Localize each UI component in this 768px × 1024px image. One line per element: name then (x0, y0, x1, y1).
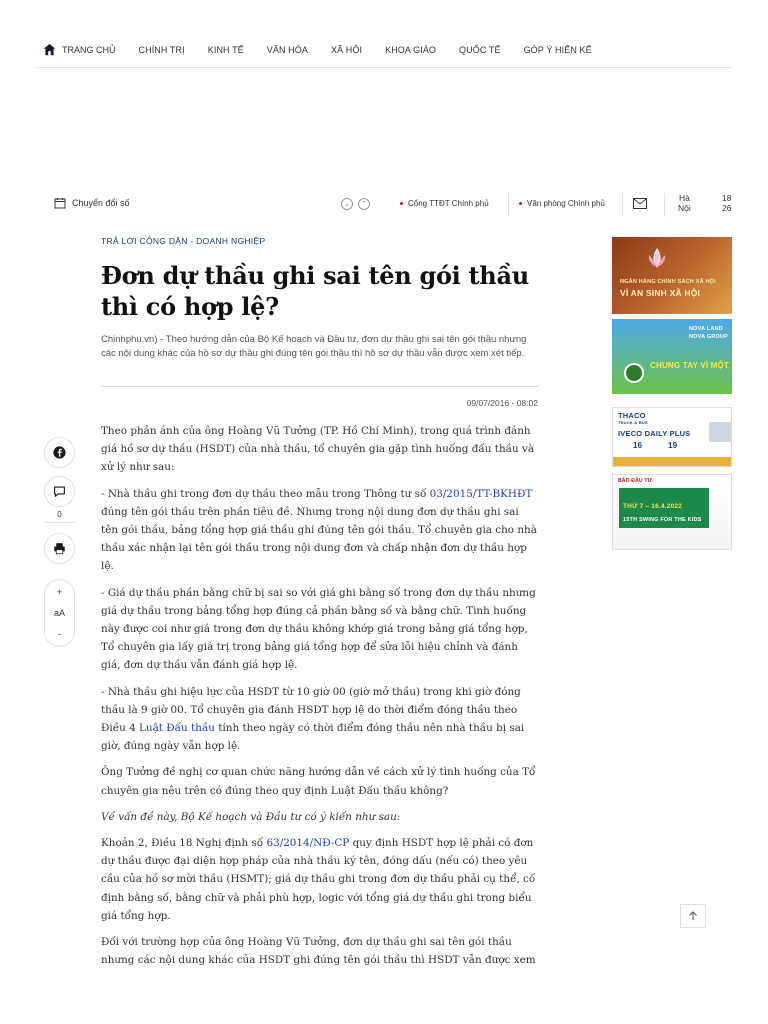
article-paragraph (101, 683, 538, 756)
divider (622, 193, 623, 217)
article-paragraph (101, 808, 538, 826)
social-share-bar (44, 437, 75, 647)
mail-icon[interactable] (633, 198, 647, 209)
ad-text: THACO (618, 411, 646, 420)
weather-location (678, 193, 691, 213)
portal-link-government[interactable] (400, 199, 489, 208)
print-icon (53, 542, 66, 555)
font-decrease-button[interactable]: - (58, 629, 61, 639)
facebook-icon (53, 446, 66, 459)
ad-text: CHUNG TAY VÌ MỘT (650, 361, 730, 370)
article-paragraph: Ông Tưởng đề nghị cơ quan chức năng hướng dẫn về cách xử lý tình huống của Tổ chuyên gia nêu trên có đúng theo quy định Luật Đấu thầu không? (101, 766, 536, 797)
date-line1: 18 (722, 193, 732, 203)
divider (44, 522, 75, 523)
ad-text: THỨ 7 – 16.4.2022 (623, 503, 683, 510)
nav-item-gop-y-hien-ke[interactable]: GÓP Ý HIẾN KẾ (523, 45, 592, 55)
ad-text: 19 (668, 441, 678, 450)
portal-link-label: Cổng TTĐT Chính phủ (408, 199, 489, 208)
paragraph-italic: Về vấn đề này, Bộ Kế hoạch và Đầu tư có ý kiến như sau: (101, 810, 401, 823)
font-size-label: aA (53, 608, 65, 618)
nav-home[interactable] (43, 43, 116, 56)
comment-count: 0 (57, 510, 62, 519)
ad-text: IVECO DAILY PLUS (618, 429, 691, 438)
chevron-up-icon[interactable]: ⌃ (358, 198, 370, 210)
nav-home-label: TRANG CHỦ (62, 44, 116, 55)
ad-text: NOVA LAND (689, 326, 723, 332)
nav-item-chinh-tri[interactable]: CHÍNH TRỊ (138, 45, 185, 55)
portal-link-label: Văn phòng Chính phủ (527, 199, 605, 208)
circular-link[interactable]: 03/2015/TT-BKHĐT (429, 487, 533, 500)
article-paragraph (101, 834, 538, 925)
main-navigation (37, 36, 732, 68)
article-summary: Chinhphu.vn) - Theo hướng dẫn của Bộ Kế hoạch và Đầu tư, đơn dự thầu ghi sai tên gói thầu nhưng các nội dung khác của hồ sơ dự thầu ghi đúng tên gói thầu thì hồ sơ dự thầu vẫn được xem xét tiếp. (101, 334, 527, 359)
page-title: Đơn dự thầu ghi sai tên gói thầu thì có hợp lệ? (101, 261, 529, 321)
paragraph-text: - Nhà thầu ghi hiệu lực của HSDT từ 10 giờ 00 (giờ mở thầu) trong khi giờ đóng thầu là 9 giờ 00. Tổ chuyên gia đánh HSDT hợp lệ do thời điểm đóng thầu theo Điều 4 (101, 685, 521, 735)
ad-banner-novaland[interactable] (612, 319, 732, 394)
red-dot-icon (519, 202, 522, 205)
paragraph-text: đúng tên gói thầu trên phần tiêu đề. Nhưng trong nội dung đơn dự thầu ghi sai tên gói thầu, bảng tổng hợp giá thầu ghi đúng tên gói thầu. Tổ chuyên gia cho nhà thầu xác nhận lại tên gói thầu trong nội dung đơn và chấp nhận đơn dự thầu hợp lệ. (101, 505, 537, 573)
paragraph-text: quy định HSDT hợp lệ phải có đơn dự thầu được đại diện hợp pháp của nhà thầu ký tên, đóng dấu (nếu có) theo yêu cầu của hồ sơ mời thầu (HSMT); giá dự thầu ghi trong đơn dự thầu phải cụ thể, cố định bằng số, bằng chữ và phải phù hợp, logic với tổng giá dự thầu ghi trong biểu giá tổng hợp. (101, 837, 536, 922)
ad-text: VÌ AN SINH XÃ HỘI (620, 288, 701, 298)
weather-city-line1: Hà (678, 193, 690, 203)
nav-item-quoc-te[interactable]: QUỐC TẾ (459, 45, 501, 55)
ad-banner-social-policy-bank[interactable] (612, 237, 732, 314)
calendar-icon (54, 197, 66, 209)
ad-text: 15TH SWING FOR THE KIDS (623, 517, 702, 523)
ad-text: BÁO ĐẦU TƯ (618, 478, 652, 484)
paragraph-text: - Nhà thầu ghi trong đơn dự thầu theo mẫu trong Thông tư số (101, 487, 430, 500)
ad-stripe (613, 457, 732, 467)
facebook-share-button[interactable] (44, 437, 75, 468)
arrow-up-icon (688, 911, 698, 921)
portal-link-office[interactable] (519, 199, 605, 208)
article-paragraph: - Giá dự thầu phần bằng chữ bị sai so với giá ghi bằng số trong đơn dự thầu nhưng giá dự thầu trong bảng tổng hợp đúng cả phần bằng số và bằng chữ. Tình huống này được coi như giá trong đơn dự thầu không khớp giá trong bảng giá tổng hợp, Tổ chuyên gia lấy giá trị trong bảng giá tổng hợp để sửa lỗi hiệu chỉnh và đánh giá, đơn dự thầu vẫn đánh giá hợp lệ. (101, 586, 536, 672)
decree-link[interactable]: 63/2014/NĐ-CP (266, 837, 350, 850)
digital-transformation-label: Chuyển đổi số (72, 198, 130, 208)
article-paragraph: Đối với trường hợp của ông Hoàng Vũ Tưởng, đơn dự thầu ghi sai tên gói thầu nhưng các nội dung khác của HSDT ghi đúng tên gói thầu thì HSDT vẫn được xem (101, 936, 536, 967)
globe-icon (624, 363, 644, 383)
utility-bar (37, 188, 768, 218)
date-line2: 26 (722, 203, 732, 213)
nav-item-xa-hoi[interactable]: XÃ HỘI (331, 45, 363, 55)
red-dot-icon (400, 202, 403, 205)
nav-item-khoa-giao[interactable]: KHOA GIÁO (385, 45, 437, 55)
ad-banner-swing-for-the-kids[interactable] (612, 474, 732, 550)
paragraph-text: Khoản 2, Điều 18 Nghị định số (101, 837, 267, 850)
breadcrumb[interactable]: TRẢ LỜI CÔNG DÂN - DOANH NGHIỆP (101, 236, 266, 246)
article-paragraph (101, 485, 538, 576)
ad-banner-thaco[interactable] (612, 407, 732, 467)
home-icon (43, 43, 56, 56)
nav-item-van-hoa[interactable]: VĂN HÓA (266, 45, 308, 55)
ad-text: 16 (633, 441, 643, 450)
digital-transformation-link[interactable] (54, 197, 130, 209)
divider (101, 386, 538, 387)
procurement-law-link[interactable]: Luật Đấu thầu (139, 722, 215, 735)
article (101, 236, 538, 977)
article-body (101, 422, 538, 969)
divider (508, 193, 509, 217)
comment-button[interactable] (44, 476, 75, 507)
ad-text: NOVA GROUP (689, 334, 728, 340)
print-button[interactable] (44, 533, 75, 564)
font-size-control (44, 579, 75, 647)
comment-icon (53, 485, 66, 498)
weather-date (722, 193, 731, 213)
chevron-down-icon[interactable]: ⌄ (341, 198, 353, 210)
weather-city-line2: Nội (678, 203, 691, 213)
article-paragraph: Theo phản ánh của ông Hoàng Vũ Tưởng (TP. Hồ Chí Minh), trong quá trình đánh giá hồ sơ dự thầu (HSDT) của nhà thầu, tổ chuyên gia gặp tình huống đấu thầu và xử lý như sau: (101, 425, 535, 474)
divider (664, 193, 665, 217)
paragraph-text: tính theo ngày có thời điểm đóng thầu nên nhà thầu bị sai giờ, đúng ngày vẫn hợp lệ. (101, 722, 525, 753)
truck-image (709, 422, 731, 442)
publish-timestamp: 09/07/2016 - 08:02 (466, 398, 538, 408)
nav-item-kinh-te[interactable]: KINH TẾ (207, 45, 244, 55)
ad-text: NGÂN HÀNG CHÍNH SÁCH XÃ HỘI (620, 279, 716, 285)
font-increase-button[interactable]: + (56, 587, 63, 597)
lotus-logo-icon (646, 247, 668, 271)
ad-text: TRUCK & BUS (618, 420, 648, 425)
back-to-top-button[interactable] (680, 904, 706, 928)
